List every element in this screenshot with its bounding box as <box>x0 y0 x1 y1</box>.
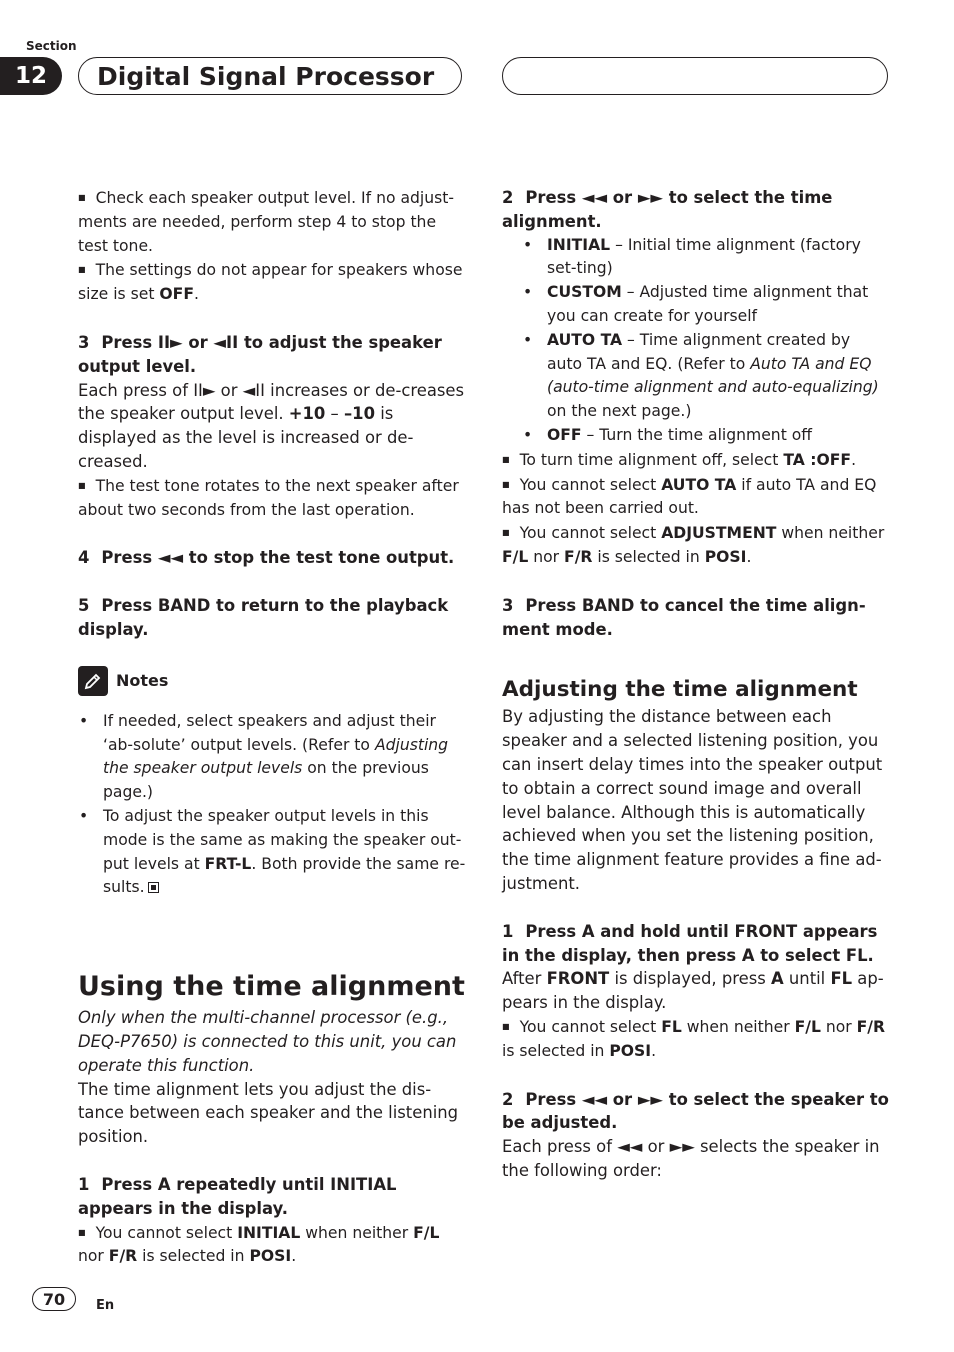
header-blank-pill <box>502 57 888 95</box>
note-auto-ta: ■ You cannot select AUTO TA if auto TA and EQ has not been carried out. <box>502 473 890 522</box>
reverse-play-icon: ◄II <box>213 332 239 352</box>
note-speaker-size: ■ The settings do not appear for speakers whose size is set OFF. <box>78 258 466 307</box>
section-heading-adjusting-time-alignment: Adjusting the time alignment <box>502 677 858 703</box>
rewind-icon: ◄◄ <box>157 548 184 568</box>
note-check-levels: ■ Check each speaker output level. If no adjust-ments are needed, perform step 4 to stop the test tone. <box>78 186 466 258</box>
step-3-cancel-heading: 3 Press BAND to cancel the time align-ment mode. <box>502 595 866 639</box>
adjusting-body: By adjusting the distance between each speaker and a selected listening position, you can insert delay times into the speaker output to obtain a correct sound image and overall level balance. Although this is automatically achieved when you set the listening position, the time alignment feature provides a fine ad-justment. <box>502 707 883 893</box>
notes-heading: Notes <box>78 666 466 696</box>
end-mark-icon <box>148 882 159 893</box>
adjust-step-2-body: Each press of ◄◄ or ►► selects the speaker in the following order: <box>502 1137 880 1180</box>
right-column <box>502 186 890 1183</box>
reverse-play-icon: ◄II <box>242 380 265 400</box>
note-ta-off: ■ To turn time alignment off, select TA :OFF. <box>502 448 890 473</box>
section-label: Section <box>26 39 77 53</box>
note-fl: ■ You cannot select FL when neither F/L nor F/R is selected in POSI. <box>502 1015 890 1064</box>
step-5-heading: 5 Press BAND to return to the playback display. <box>78 596 449 639</box>
step-1-heading: 1 Press A repeatedly until INITIAL appears in the display. <box>78 1174 397 1218</box>
adjust-step-1-heading: 1 Press A and hold until FRONT appears in the display, then press A to select FL. <box>502 921 878 965</box>
fast-forward-icon: ►► <box>637 188 664 207</box>
adjust-step-2-heading: 2 Press ◄◄ or ►► to select the speaker to be adjusted. <box>502 1089 889 1133</box>
option-initial: • INITIAL – Initial time alignment (factory set-ting) <box>502 234 890 282</box>
step-3-body: Each press of II► or ◄II increases or de-creases the speaker output level. +10 – –10 is displayed as the level is increased or de-creased. <box>78 380 465 471</box>
left-column <box>78 186 466 1269</box>
option-custom: • CUSTOM – Adjusted time alignment that you can create for yourself <box>502 281 890 329</box>
notes-bullet-1: • If needed, select speakers and adjust their ‘ab-solute’ output levels. (Refer to Adjusting the speaker output levels on the previous page.) <box>78 710 466 805</box>
play-icon: II► <box>157 332 183 352</box>
intro-text: The time alignment lets you adjust the dis-tance between each speaker and the listening position. <box>78 1079 459 1147</box>
option-off: • OFF – Turn the time alignment off <box>502 424 890 448</box>
play-icon: II► <box>193 380 216 400</box>
step-4-heading: 4 Press ◄◄ to stop the test tone output. <box>78 548 455 568</box>
page-number: 70 <box>32 1287 76 1311</box>
note-initial: ■ You cannot select INITIAL when neither F/L nor F/R is selected in POSI. <box>78 1221 466 1270</box>
section-heading-using-time-alignment: Using the time alignment <box>78 971 465 1003</box>
language-label: En <box>96 1298 115 1313</box>
step-2-heading: 2 Press ◄◄ or ►► to select the time alignment. <box>502 188 833 231</box>
fast-forward-icon: ►► <box>669 1137 695 1157</box>
rewind-icon: ◄◄ <box>581 188 608 207</box>
adjust-step-1-body: After FRONT is displayed, press A until FL ap-pears in the display. <box>502 969 884 1013</box>
intro-italic: Only when the multi-channel processor (e.g., DEQ-P7650) is connected to this unit, you can operate this function. <box>78 1008 457 1075</box>
option-auto-ta: • AUTO TA – Time alignment created by auto TA and EQ. (Refer to Auto TA and EQ (auto-time alignment and auto-equalizing) on the next page.) <box>502 329 890 424</box>
step-3-heading: 3 Press II► or ◄II to adjust the speaker output level. <box>78 332 442 376</box>
notes-bullet-2: • To adjust the speaker output levels in this mode is the same as making the speaker out-put levels at FRT-L. Both provide the same re-sults. <box>78 805 466 900</box>
note-test-tone-rotates: ■ The test tone rotates to the next speaker after about two seconds from the last operation. <box>78 474 466 523</box>
section-number-badge: 12 <box>0 57 62 95</box>
note-adjustment: ■ You cannot select ADJUSTMENT when neither F/L nor F/R is selected in POSI. <box>502 521 890 570</box>
section-title: Digital Signal Processor <box>78 57 462 95</box>
fast-forward-icon: ►► <box>637 1089 664 1109</box>
rewind-icon: ◄◄ <box>617 1137 643 1157</box>
pencil-icon <box>78 666 108 696</box>
rewind-icon: ◄◄ <box>581 1089 608 1109</box>
